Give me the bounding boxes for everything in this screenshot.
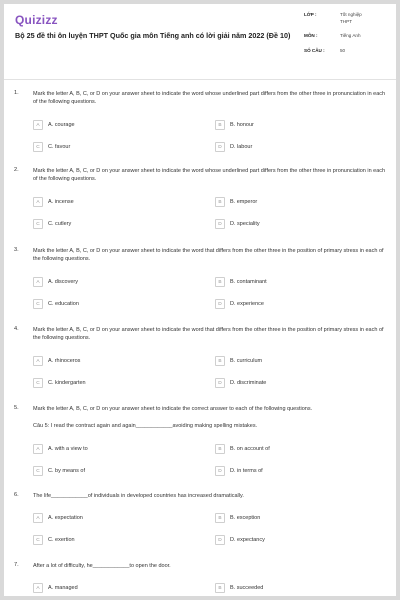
question-number: 2.	[14, 167, 19, 173]
option-label: A. incense	[48, 199, 74, 205]
question-number: 3.	[14, 247, 19, 253]
count-label: SỐ CÂU :	[304, 47, 325, 53]
meta-class-row	[304, 12, 394, 25]
option-letter-box: C	[33, 142, 43, 152]
option-label: C. cutlery	[48, 221, 72, 227]
worksheet-title: Bộ 25 đề thi ôn luyện THPT Quốc gia môn Tiếng anh có lời giải năm 2022 (Đề 10)	[15, 31, 291, 40]
option-letter-box: A	[33, 583, 43, 593]
option-letter-box: B	[215, 277, 225, 287]
option-letter-box: C	[33, 219, 43, 229]
option-letter-box: B	[215, 120, 225, 130]
option-letter-box: D	[215, 299, 225, 309]
question-text: Mark the letter A, B, C, or D on your answer sheet to indicate the word whose underlined part differs from the other three in pronunciation in each of the following questions.	[33, 91, 386, 105]
quizizz-logo[interactable]: Quizizz	[15, 13, 58, 27]
worksheet-page	[4, 4, 396, 596]
option-label: A. with a view to	[48, 446, 88, 452]
option-a[interactable]	[33, 583, 78, 593]
option-letter-box: C	[33, 466, 43, 476]
option-label: C. exertion	[48, 537, 75, 543]
question-text: Mark the letter A, B, C, or D on your answer sheet to indicate the word whose underlined part differs from the other three in pronunciation in each of the following questions.	[33, 168, 386, 182]
option-letter-box: A	[33, 277, 43, 287]
option-a[interactable]	[33, 356, 80, 366]
option-label: A. expectation	[48, 515, 83, 521]
option-label: B. succeeded	[230, 585, 264, 591]
option-d[interactable]	[215, 378, 266, 388]
option-label: C. education	[48, 301, 79, 307]
question-text: After a lot of difficulty, he____________to open the door.	[33, 563, 171, 569]
question-number: 5.	[14, 405, 19, 411]
option-label: A. discovery	[48, 279, 78, 285]
option-label: D. expectancy	[230, 537, 265, 543]
meta-subject-row	[304, 33, 394, 40]
option-c[interactable]	[33, 219, 71, 229]
question-text: Mark the letter A, B, C, or D on your answer sheet to indicate the word that differs from the other three in the position of primary stress in each of the following questions.	[33, 248, 384, 262]
option-a[interactable]	[33, 277, 78, 287]
option-label: B. honour	[230, 122, 254, 128]
option-label: D. experience	[230, 301, 264, 307]
option-letter-box: A	[33, 444, 43, 454]
option-letter-box: B	[215, 583, 225, 593]
option-label: B. on account of	[230, 446, 270, 452]
option-label: D. in terms of	[230, 468, 263, 474]
option-letter-box: D	[215, 219, 225, 229]
option-label: A. rhinoceros	[48, 358, 81, 364]
option-letter-box: D	[215, 466, 225, 476]
option-a[interactable]	[33, 444, 88, 454]
option-c[interactable]	[33, 535, 75, 545]
question-number: 4.	[14, 326, 19, 332]
option-c[interactable]	[33, 378, 86, 388]
worksheet-header	[4, 4, 396, 80]
option-letter-box: A	[33, 197, 43, 207]
option-letter-box: B	[215, 444, 225, 454]
option-label: B. emperor	[230, 199, 258, 205]
option-a[interactable]	[33, 197, 74, 207]
class-label: LỚP :	[304, 12, 317, 17]
option-letter-box: D	[215, 142, 225, 152]
option-a[interactable]	[33, 513, 83, 523]
option-label: B. exception	[230, 515, 261, 521]
option-b[interactable]	[215, 197, 257, 207]
option-b[interactable]	[215, 513, 260, 523]
option-label: C. kindergarten	[48, 380, 86, 386]
option-letter-box: A	[33, 513, 43, 523]
option-b[interactable]	[215, 120, 254, 130]
option-b[interactable]	[215, 356, 262, 366]
option-label: D. labour	[230, 144, 253, 150]
option-letter-box: C	[33, 378, 43, 388]
option-a[interactable]	[33, 120, 75, 130]
question-number: 6.	[14, 492, 19, 498]
meta-count-row	[304, 48, 394, 55]
option-label: B. curriculum	[230, 358, 263, 364]
option-letter-box: D	[215, 535, 225, 545]
option-letter-box: B	[215, 513, 225, 523]
question-number: 7.	[14, 562, 19, 568]
option-letter-box: B	[215, 197, 225, 207]
option-letter-box: C	[33, 535, 43, 545]
subject-label: MÔN :	[304, 33, 318, 38]
option-label: D. discriminate	[230, 380, 267, 386]
option-letter-box: D	[215, 378, 225, 388]
option-letter-box: A	[33, 356, 43, 366]
option-d[interactable]	[215, 535, 265, 545]
option-letter-box: B	[215, 356, 225, 366]
option-label: C. by means of	[48, 468, 85, 474]
option-c[interactable]	[33, 466, 85, 476]
option-c[interactable]	[33, 299, 79, 309]
option-label: A. managed	[48, 585, 78, 591]
option-d[interactable]	[215, 219, 260, 229]
option-d[interactable]	[215, 466, 263, 476]
option-c[interactable]	[33, 142, 70, 152]
option-b[interactable]	[215, 444, 270, 454]
option-d[interactable]	[215, 142, 252, 152]
option-b[interactable]	[215, 583, 263, 593]
option-label: B. contaminant	[230, 279, 267, 285]
question-text: The life____________of individuals in developed countries has increased dramatically.	[33, 493, 244, 499]
question-text: Mark the letter A, B, C, or D on your answer sheet to indicate the word that differs from the other three in the position of primary stress in each of the following questions.	[33, 327, 384, 341]
option-label: C. favour	[48, 144, 71, 150]
subject-value: Tiếng Anh	[340, 33, 361, 38]
option-b[interactable]	[215, 277, 267, 287]
option-label: D. speciality	[230, 221, 260, 227]
option-letter-box: A	[33, 120, 43, 130]
class-value: Tốt nghiệp THPT	[340, 12, 362, 24]
worksheet-meta	[304, 12, 394, 59]
option-label: A. courage	[48, 122, 75, 128]
question-text: Mark the letter A, B, C, or D on your answer sheet to indicate the correct answer to each of the following questions.	[33, 406, 313, 412]
question-subtext: Câu 5: I read the contract again and again____________avoiding making spelling mistakes.	[33, 423, 258, 429]
option-d[interactable]	[215, 299, 264, 309]
count-value: 50	[340, 47, 346, 53]
option-letter-box: C	[33, 299, 43, 309]
question-number: 1.	[14, 90, 19, 96]
